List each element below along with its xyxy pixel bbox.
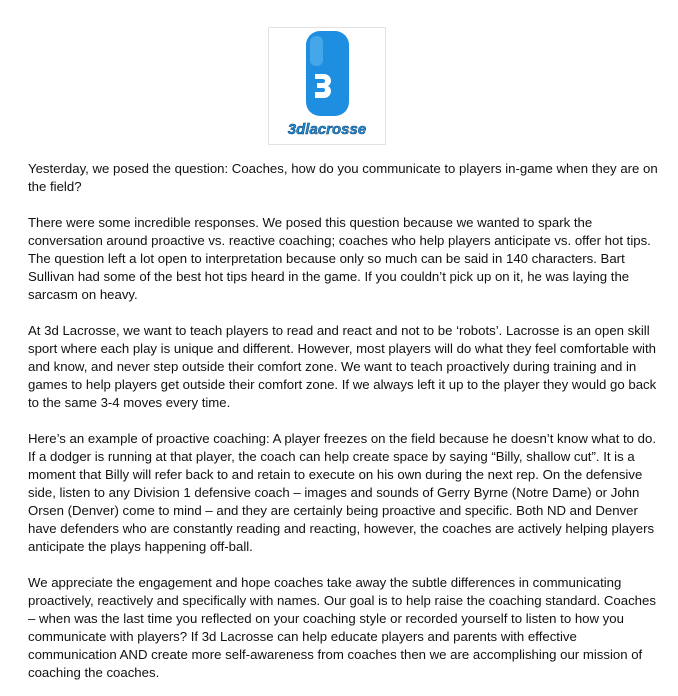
paragraph: There were some incredible responses. We posed this question because we wanted to spark the conversation around proactive vs. reactive coaching; coaches who help players anticipate vs. offer hot tips. The question left a lot open to interpretation because only so much can be said in 140 characters. Bart Sullivan had some of the best hot tips heard in the game. If you couldn’t pick up on it, he was laying the sarcasm on heavy. — [28, 215, 651, 302]
article-body — [28, 160, 658, 682]
logo-highlight — [310, 36, 323, 66]
paragraph: We appreciate the engagement and hope coaches take away the subtle differences in communicating proactively, reactively and specifically with names. Our goal is to help raise the coaching standard. Coaches – when was the last time you reflected on your coaching style or recorded yourself to listen to how you communicate with players? If 3d Lacrosse can help educate players and parents with effective communication AND create more self-awareness from coaches then we are accomplishing our mission of coaching the coaches. — [28, 575, 656, 680]
logo — [268, 27, 386, 145]
paragraph: At 3d Lacrosse, we want to teach players to read and react and not to be ‘robots’. Lacrosse is an open skill sport where each play is unique and different. However, most players will do what they feel comfortable with and know, and never step outside their comfort zone. We want to teach proactively during training and in games to help players get outside their comfort zone. If we always left it up to the player they would go back to the same 3-4 moves every time. — [28, 323, 657, 410]
3d-lacrosse-logo-icon — [269, 28, 385, 144]
paragraph: Yesterday, we posed the question: Coaches, how do you communicate to players in-game when they are on the field? — [28, 161, 658, 194]
logo-wordmark: 3dlacrosse — [287, 121, 367, 138]
paragraph: Here’s an example of proactive coaching: A player freezes on the field because he doesn’t know what to do. If a dodger is running at that player, the coach can help create space by saying “Billy, shallow cut”. It is a moment that Billy will refer back to and retain to execute on his own during the next rep. On the defensive side, listen to any Division 1 defensive coach – images and sounds of Gerry Byrne (Notre Dame) or John Orsen (Denver) come to mind – and they are certainly being proactive and specific. Both ND and Denver have defenders who are constantly reading and reacting, however, the coaches are actively helping players anticipate the plays happening off-ball. — [28, 431, 657, 554]
